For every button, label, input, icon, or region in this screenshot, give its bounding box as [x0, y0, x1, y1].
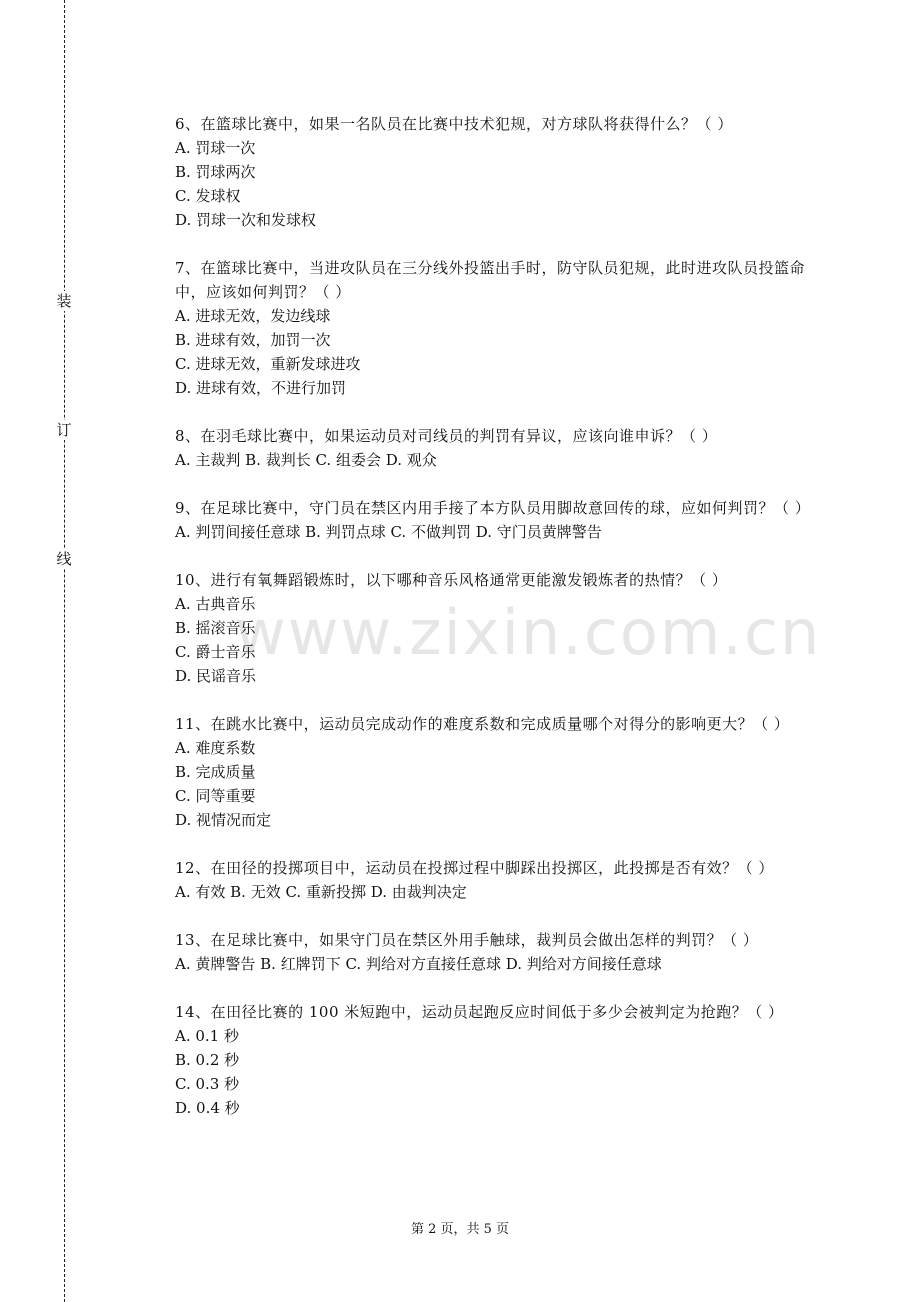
- option-b: B. 罚球两次: [175, 163, 256, 181]
- question-stem: 7、在篮球比赛中，当进攻队员在三分线外投篮出手时，防守队员犯规，此时进攻队员投篮命中，应该如何判罚？（ ）: [175, 259, 806, 301]
- question-6: [175, 112, 815, 232]
- question-stem: 11、在跳水比赛中，运动员完成动作的难度系数和完成质量哪个对得分的影响更大？（ ）: [175, 715, 790, 733]
- option-b: B. 进球有效，加罚一次: [175, 331, 331, 349]
- question-stem: 12、在田径的投掷项目中，运动员在投掷过程中脚踩出投掷区，此投掷是否有效？（ ）: [175, 859, 774, 877]
- option-c: C. 发球权: [175, 187, 241, 205]
- question-stem: 10、进行有氧舞蹈锻炼时，以下哪种音乐风格通常更能激发锻炼者的热情？（ ）: [175, 571, 728, 589]
- question-stem: 13、在足球比赛中，如果守门员在禁区外用手触球，裁判员会做出怎样的判罚？（ ）: [175, 931, 759, 949]
- option-b: B. 0.2 秒: [175, 1051, 240, 1069]
- question-8: [175, 424, 815, 472]
- option-d: D. 进球有效，不进行加罚: [175, 379, 347, 397]
- question-11: [175, 712, 815, 832]
- option-a: A. 难度系数: [175, 739, 256, 757]
- page-footer: 第 2 页，共 5 页: [410, 1222, 510, 1237]
- option-line: A. 黄牌警告 B. 红牌罚下 C. 判给对方直接任意球 D. 判给对方间接任意球: [175, 955, 662, 973]
- question-stem: 6、在篮球比赛中，如果一名队员在比赛中技术犯规，对方球队将获得什么？（ ）: [175, 115, 733, 133]
- question-14: [175, 1000, 815, 1120]
- option-d: D. 罚球一次和发球权: [175, 211, 317, 229]
- option-d: D. 民谣音乐: [175, 667, 257, 685]
- question-7: [175, 256, 815, 400]
- option-a: A. 0.1 秒: [175, 1027, 239, 1045]
- option-c: C. 爵士音乐: [175, 643, 256, 661]
- option-c: C. 同等重要: [175, 787, 256, 805]
- option-d: D. 0.4 秒: [175, 1099, 240, 1117]
- watermark: www.zixin.com.cn: [235, 596, 822, 669]
- question-9: [175, 496, 815, 544]
- question-13: [175, 928, 815, 976]
- option-a: A. 罚球一次: [175, 139, 256, 157]
- question-stem: 14、在田径比赛的 100 米短跑中，运动员起跑反应时间低于多少会被判定为抢跑？（ ）: [175, 1003, 784, 1021]
- option-a: A. 古典音乐: [175, 595, 256, 613]
- binding-char-xian: 线: [56, 550, 72, 568]
- question-stem: 9、在足球比赛中，守门员在禁区内用手接了本方队员用脚故意回传的球，应如何判罚？（ ）: [175, 499, 811, 517]
- option-b: B. 摇滚音乐: [175, 619, 256, 637]
- option-line: A. 有效 B. 无效 C. 重新投掷 D. 由裁判决定: [175, 883, 467, 901]
- option-b: B. 完成质量: [175, 763, 256, 781]
- option-c: C. 0.3 秒: [175, 1075, 240, 1093]
- binding-dashed-line: [64, 0, 65, 1302]
- binding-char-ding: 订: [56, 421, 72, 439]
- question-10: [175, 568, 815, 688]
- binding-char-zhuang: 装: [56, 292, 72, 310]
- option-c: C. 进球无效，重新发球进攻: [175, 355, 361, 373]
- option-a: A. 进球无效，发边线球: [175, 307, 331, 325]
- question-list: [175, 112, 815, 1144]
- option-line: A. 判罚间接任意球 B. 判罚点球 C. 不做判罚 D. 守门员黄牌警告: [175, 523, 602, 541]
- option-d: D. 视情况而定: [175, 811, 272, 829]
- question-12: [175, 856, 815, 904]
- question-stem: 8、在羽毛球比赛中，如果运动员对司线员的判罚有异议，应该向谁申诉？（ ）: [175, 427, 718, 445]
- option-line: A. 主裁判 B. 裁判长 C. 组委会 D. 观众: [175, 451, 437, 469]
